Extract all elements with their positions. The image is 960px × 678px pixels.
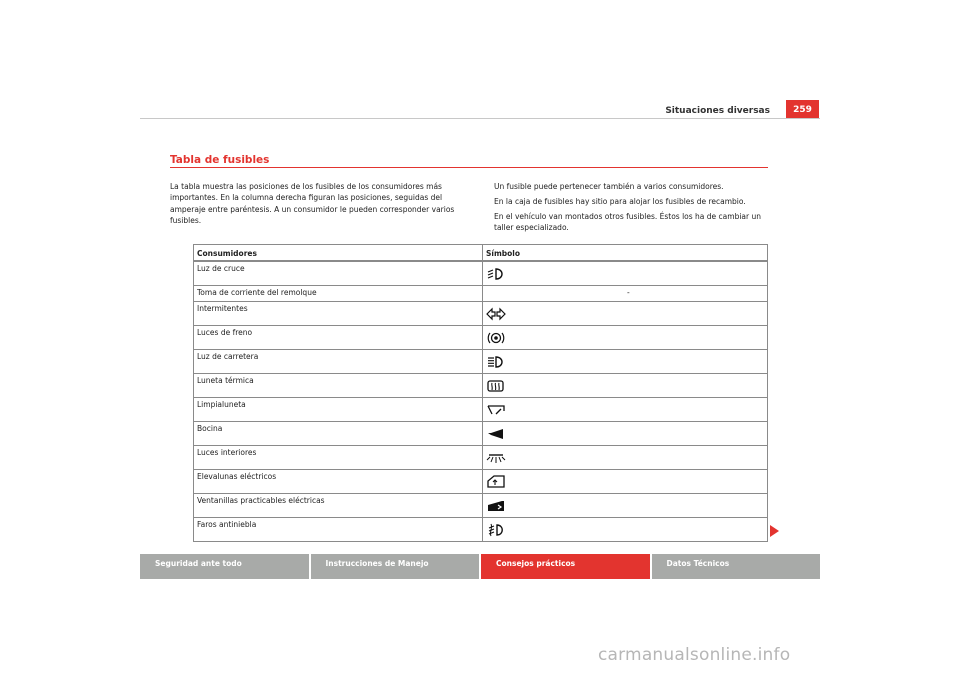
chapter-title: Situaciones diversas: [665, 106, 770, 116]
intro-paragraph: La tabla muestra las posiciones de los fusibles de los consumidores más importantes. En la columna derecha figuran las posiciones, seguidas del amperaje entre paréntesis. A un consumidor le pueden corresponder varios fusibles.: [170, 182, 455, 225]
watermark: carmanualsonline.info: [598, 645, 791, 665]
next-page-arrow-icon[interactable]: [770, 525, 779, 537]
table-header-row: [194, 245, 768, 262]
consumer-name: Elevalunas eléctricos: [194, 469, 483, 493]
consumer-name: Limpialuneta: [194, 397, 483, 421]
table-row: [194, 421, 768, 445]
note-paragraph: En la caja de fusibles hay sitio para alojar los fusibles de recambio.: [494, 196, 746, 206]
intro-right-column: [494, 181, 774, 237]
high-beam-icon: [486, 355, 506, 369]
fuse-table: [193, 244, 768, 542]
consumer-name: Luz de carretera: [194, 349, 483, 373]
rear-window-heating-icon: [486, 379, 506, 393]
tab-seguridad[interactable]: Seguridad ante todo: [140, 554, 311, 579]
table-row: [194, 301, 768, 325]
table-row: [194, 325, 768, 349]
consumer-name: Luneta térmica: [194, 373, 483, 397]
header-divider: [140, 118, 820, 119]
table-row: [194, 493, 768, 517]
horn-icon: [486, 427, 506, 441]
section-title: Tabla de fusibles: [170, 154, 270, 166]
consumer-name: Luces interiores: [194, 445, 483, 469]
table-row: [194, 469, 768, 493]
consumer-name: Luz de cruce: [194, 261, 483, 285]
rear-wiper-icon: [486, 403, 506, 417]
footer-navigation: [140, 554, 820, 579]
table-row: [194, 445, 768, 469]
brake-lights-icon: [486, 331, 506, 345]
fog-lights-icon: [486, 523, 506, 537]
note-paragraph: Un fusible puede pertenecer también a varios consumidores.: [494, 182, 724, 191]
table-row: [194, 285, 768, 301]
turn-signals-icon: [486, 307, 506, 321]
consumer-name: Luces de freno: [194, 325, 483, 349]
tab-instrucciones[interactable]: Instrucciones de Manejo: [311, 554, 482, 579]
section-divider: [170, 167, 768, 168]
table-row: [194, 397, 768, 421]
consumer-name: Bocina: [194, 421, 483, 445]
tab-datos[interactable]: Datos Técnicos: [652, 554, 821, 579]
power-window-icon: [486, 475, 506, 489]
column-header-consumers: Consumidores: [194, 245, 483, 262]
consumer-name: Intermitentes: [194, 301, 483, 325]
table-row: [194, 349, 768, 373]
consumer-name: Faros antiniebla: [194, 517, 483, 541]
consumer-name: Toma de corriente del remolque: [194, 285, 483, 301]
vent-window-icon: [486, 499, 506, 513]
note-paragraph: En el vehículo van montados otros fusibles. Éstos los ha de cambiar un taller especializado.: [494, 211, 761, 232]
symbol-placeholder: -: [627, 287, 630, 297]
intro-left-column: [170, 181, 465, 226]
interior-light-icon: [486, 451, 506, 465]
tab-consejos[interactable]: Consejos prácticos: [481, 554, 652, 579]
table-row: [194, 373, 768, 397]
table-row: [194, 261, 768, 285]
column-header-symbol: Símbolo: [483, 245, 768, 262]
page-number-badge: 259: [786, 100, 819, 118]
table-row: [194, 517, 768, 541]
low-beam-icon: [486, 267, 506, 281]
consumer-name: Ventanillas practicables eléctricas: [194, 493, 483, 517]
